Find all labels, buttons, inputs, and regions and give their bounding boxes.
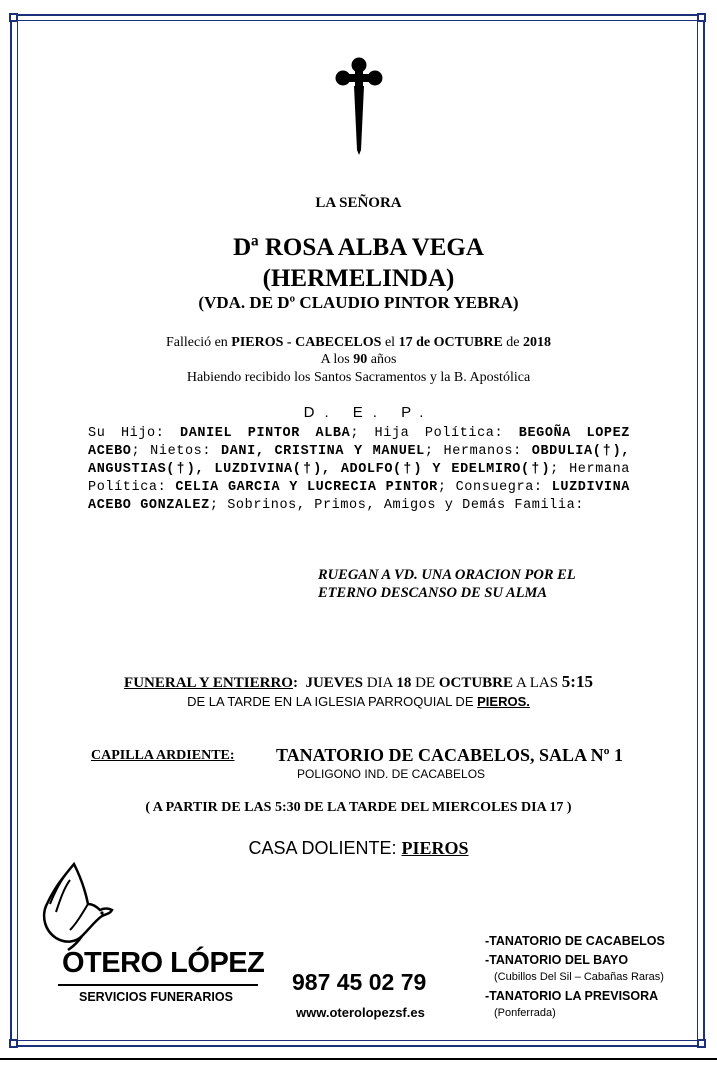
- logo-divider: [58, 984, 258, 986]
- corner-ornament-top-right: [697, 13, 706, 22]
- family-relation: Su Hijo:: [88, 426, 180, 441]
- funeral-date: 18: [396, 675, 412, 691]
- casa-place: PIEROS: [401, 838, 469, 858]
- family-name: CELIA GARCIA Y LUCRECIA PINTOR: [175, 480, 438, 495]
- tanatorio-3-location: (Ponferrada): [494, 1007, 556, 1019]
- honorific: LA SEÑORA: [315, 195, 402, 211]
- prayer-text: [318, 566, 576, 602]
- casa-doliente: CASA DOLIENTE: PIEROS: [248, 838, 469, 858]
- family-name: OBDULIA(†), ANGUSTIAS(†), LUZDIVINA(†), ADOLFO(†) Y EDELMIRO(†): [88, 444, 630, 477]
- company-phone: 987 45 02 79: [292, 969, 427, 995]
- company-subtitle: SERVICIOS FUNERARIOS: [79, 990, 233, 1004]
- inner-border: [17, 20, 698, 1041]
- death-place: PIEROS - CABECELOS: [231, 335, 382, 350]
- capilla-place: TANATORIO DE CACABELOS, SALA Nº 1: [276, 745, 624, 765]
- company-website: www.oterolopezsf.es: [296, 1005, 425, 1020]
- family-relation: ; Hermanos:: [424, 444, 532, 459]
- company-name: OTERO LÓPEZ: [62, 947, 265, 979]
- prayer-line-1: RUEGAN A VD. UNA ORACION POR EL: [318, 567, 576, 583]
- dep-heading: D. E. P.: [303, 404, 434, 421]
- tanatorio-3-name: -TANATORIO LA PREVISORA: [485, 989, 659, 1003]
- family-name: DANI, CRISTINA Y MANUEL: [221, 444, 425, 459]
- funeral-location: DE LA TARDE EN LA IGLESIA PARROQUIAL DE PIEROS.: [187, 694, 530, 709]
- deceased-name: Dª ROSA ALBA VEGA: [233, 234, 484, 261]
- funeral-place: PIEROS.: [477, 694, 530, 709]
- family-name: DANIEL PINTOR ALBA: [180, 426, 351, 441]
- dove-icon: [36, 858, 116, 953]
- funeral-line: FUNERAL Y ENTIERRO: JUEVES DIA 18 DE OCTUBRE A LAS 5:15: [124, 672, 593, 691]
- capilla-schedule: ( A PARTIR DE LAS 5:30 DE LA TARDE DEL MIERCOLES DIA 17 ): [145, 800, 572, 815]
- family-paragraph: [88, 425, 630, 515]
- funeral-day: JUEVES: [305, 675, 363, 691]
- corner-ornament-top-left: [9, 13, 18, 22]
- widow-line: (VDA. DE Dº CLAUDIO PINTOR YEBRA): [198, 293, 519, 312]
- funeral-label: FUNERAL Y ENTIERRO: [124, 675, 293, 691]
- age-value: 90: [353, 352, 368, 367]
- cross-icon: [331, 56, 387, 156]
- death-date: 17 de OCTUBRE: [398, 335, 503, 350]
- capilla-label: CAPILLA ARDIENTE:: [91, 748, 235, 763]
- death-line: Falleció en PIEROS - CABECELOS el 17 de OCTUBRE de 2018: [165, 335, 552, 350]
- family-name: LUZDIVINA ACEBO GONZALEZ: [88, 480, 630, 513]
- corner-ornament-bottom-left: [9, 1039, 18, 1048]
- tanatorio-1-name: -TANATORIO DE CACABELOS: [485, 934, 665, 948]
- age-line: A los 90 años: [320, 352, 397, 367]
- tanatorio-2-name: -TANATORIO DEL BAYO: [485, 953, 629, 967]
- family-name: BEGOÑA LOPEZ ACEBO: [88, 426, 631, 459]
- sacraments-line: Habiendo recibido los Santos Sacramentos y la B. Apostólica: [186, 370, 531, 385]
- prayer-line-2: ETERNO DESCANSO DE SU ALMA: [318, 585, 548, 601]
- capilla-address: POLIGONO IND. DE CACABELOS: [297, 767, 486, 781]
- bottom-rule: [0, 1058, 717, 1060]
- tanatorio-2-location: (Cubillos Del Sil – Cabañas Raras): [494, 971, 664, 983]
- family-relation: ; Nietos:: [131, 444, 222, 459]
- family-relation: ; Sobrinos, Primos, Amigos y Demás Familia:: [209, 498, 584, 513]
- funeral-time: 5:15: [561, 672, 593, 691]
- corner-ornament-bottom-right: [697, 1039, 706, 1048]
- death-year: 2018: [523, 335, 552, 350]
- family-relation: ; Hija Política:: [350, 426, 519, 441]
- funeral-month: OCTUBRE: [438, 675, 514, 691]
- family-relation: ; Consuegra:: [437, 480, 552, 495]
- family-relation: ; Hermana Política:: [88, 462, 630, 495]
- deceased-nickname: (HERMELINDA): [262, 265, 455, 292]
